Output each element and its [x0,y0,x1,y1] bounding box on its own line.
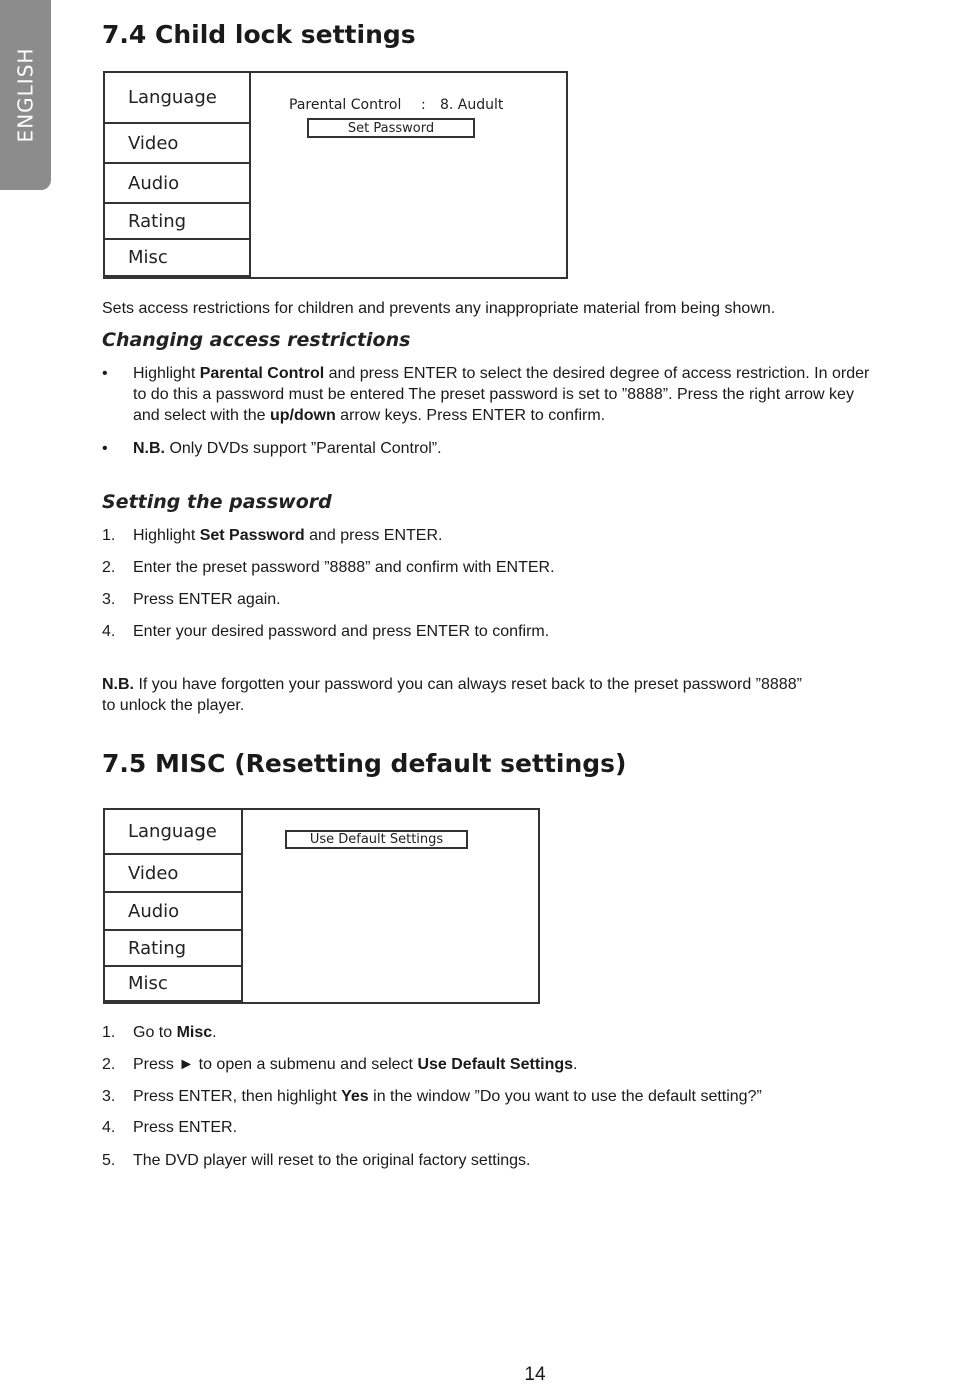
osd-menu-misc: Misc [105,965,243,1002]
bullet-line-2: to do this a password must be entered The preset password is set to ”8888”. Press the right arrow key [133,386,854,403]
bold-text: Yes [341,1088,369,1105]
osd-menu-audio: Audio [105,162,251,204]
step-number: 1. [102,527,116,544]
bold-text: N.B. [102,676,134,693]
text: Press ENTER, then highlight [133,1088,342,1105]
step-text: The DVD player will reset to the original factory settings. [133,1152,531,1169]
text: and press ENTER. [304,527,443,544]
bold-text: Parental Control [199,365,325,382]
text: in the window ”Do you want to use the default setting?” [368,1088,762,1105]
intro-text: Sets access restrictions for children and prevents any inappropriate material from being shown. [102,300,776,317]
bullet-line-1 [133,363,960,384]
text: Highlight [133,365,200,382]
parental-control-separator: : [421,97,426,113]
osd-menu-language: Language [105,808,243,855]
child-lock-osd-menu [103,71,568,279]
bullet-marker: • [102,440,108,457]
osd-menu-rating: Rating [105,929,243,967]
section-7-4-title: 7.4 Child lock settings [102,20,416,49]
text: arrow keys. Press ENTER to confirm. [335,407,606,424]
step-text: Enter the preset password ”8888” and confirm with ENTER. [133,559,555,576]
bold-text: N.B. [133,440,165,457]
misc-osd-menu [103,808,540,1004]
text: Press ► to open a submenu and select [133,1056,418,1073]
osd-menu-audio: Audio [105,891,243,931]
text: Only DVDs support ”Parental Control”. [165,440,442,457]
text: Highlight [133,527,200,544]
forgotten-password-note [102,674,802,716]
bullet-marker: • [102,365,108,382]
osd-menu-video: Video [105,853,243,893]
step-number: 5. [102,1152,116,1169]
bold-text: Set Password [199,527,305,544]
text: and select with the [133,407,270,424]
setting-password-heading: Setting the password [102,491,332,513]
step-number: 3. [102,1088,116,1105]
use-default-settings-button: Use Default Settings [285,830,468,849]
page-number: 14 [524,1364,546,1385]
osd-menu-video: Video [105,122,251,164]
bold-text: Misc [176,1024,213,1041]
bullet-parental-control [102,363,960,426]
text: and press ENTER to select the desired degree of access restriction. In order [324,365,870,382]
text: . [573,1056,578,1073]
step-text: Press ENTER. [133,1119,238,1136]
bullet-dvd-note [102,438,960,459]
osd-menu-rating: Rating [105,202,251,240]
step-number: 2. [102,559,116,576]
set-password-button: Set Password [307,118,475,138]
bold-text: Use Default Settings [417,1056,574,1073]
step-number: 1. [102,1024,116,1041]
text: . [212,1024,217,1041]
language-tab-label: ENGLISH [13,47,38,143]
osd-menu-misc: Misc [105,238,251,277]
text: to unlock the player. [102,697,245,714]
osd-menu-language: Language [105,71,251,124]
step-number: 3. [102,591,116,608]
parental-control-label: Parental Control [289,97,402,113]
changing-access-heading: Changing access restrictions [102,329,411,351]
step-number: 4. [102,623,116,640]
step-text: Enter your desired password and press ENTER to confirm. [133,623,550,640]
section-7-5-title: 7.5 MISC (Resetting default settings) [102,749,627,778]
step-text: Press ENTER again. [133,591,281,608]
step-number: 2. [102,1056,116,1073]
parental-control-value: 8. Audult [440,97,504,113]
step-number: 4. [102,1119,116,1136]
bold-text: up/down [269,407,336,424]
bullet-line-3 [133,405,960,426]
text: If you have forgotten your password you can always reset back to the preset password ”8888” [134,676,802,693]
text: Go to [133,1024,177,1041]
language-tab [0,0,51,190]
